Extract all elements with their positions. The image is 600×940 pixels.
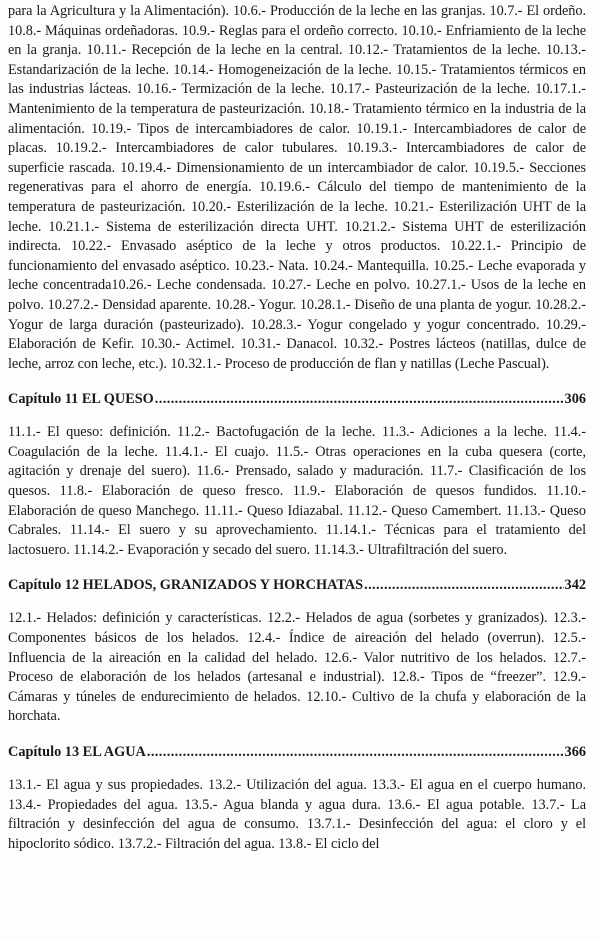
- chapter-11-page-number: 306: [564, 391, 586, 408]
- toc-page: [8, 2, 586, 854]
- chapter-13-title: Capítulo 13 EL AGUA: [8, 744, 146, 760]
- dot-leader: [364, 575, 563, 595]
- dot-leader: [155, 389, 564, 409]
- chapter-12-title: Capítulo 12 HELADOS, GRANIZADOS Y HORCHATAS: [8, 577, 364, 594]
- chapter-11-title: Capítulo 11 EL QUESO: [8, 391, 154, 408]
- dot-leader: [147, 742, 564, 762]
- chapter-13-page-number: 366: [564, 744, 586, 760]
- chapter-13-contents: 13.1.- El agua y sus propiedades. 13.2.- Utilización del agua. 13.3.- El agua en el cuerpo humano. 13.4.- Propiedades del agua. 13.5.- Agua blanda y agua dura. 13.6.- El agua potable. 13.7.- La filtración y desinfección del agua de consumo. 13.7.1.- Desinfección del agua: el cloro y el hipoclorito sódico. 13.7.2.- Filtración del agua. 13.8.- El ciclo del: [8, 777, 586, 852]
- chapter-12-heading: [8, 575, 586, 595]
- chapter-10-continued-text: para la Agricultura y la Alimentación). 10.6.- Producción de la leche en las granjas. 10.7.- El ordeño. 10.8.- Máquinas ordeñadoras. 10.9.- Reglas para el ordeño correcto. 10.10.- Enfriamiento de la leche en la granja. 10.11.- Recepción de la leche en la central. 10.12.- Tratamientos de la leche. 10.13.- Estandarización de la leche. 10.14.- Homogeneización de la leche. 10.15.- Tratamientos térmicos en las industrias lácteas. 10.16.- Termización de la leche. 10.17.- Pasteurización de la leche. 10.17.1.- Mantenimiento de la temperatura de pasteurización. 10.18.- Tratamiento térmico en la industria de la alimentación. 10.19.- Tipos de intercambiadores de calor. 10.19.1.- Intercambiadores de calor de placas. 10.19.2.- Intercambiadores de calor tubulares. 10.19.3.- Intercambiadores de calor de superficie rascada. 10.19.4.- Dimensionamiento de un intercambiador de calor. 10.19.5.- Secciones regenerativas para el ahorro de energía. 10.19.6.- Cálculo del tiempo de mantenimiento de la temperatura de pasteurización. 10.20.- Esterilización de la leche. 10.21.- Esterilización UHT de la leche. 10.21.1.- Sistema de esterilización directa UHT. 10.21.2.- Sistema UHT de esterilización indirecta. 10.22.- Envasado aséptico de la leche y otros productos. 10.22.1.- Principio de funcionamiento del envasado aséptico. 10.23.- Nata. 10.24.- Mantequilla. 10.25.- Leche evaporada y leche concentrada10.26.- Leche condensada. 10.27.- Leche en polvo. 10.27.1.- Usos de la leche en polvo. 10.27.2.- Densidad aparente. 10.28.- Yogur. 10.28.1.- Diseño de una planta de yogur. 10.28.2.- Yogur de larga duración (pasteurizado). 10.28.3.- Yogur congelado y yogur concentrado. 10.29.- Elaboración de Kefir. 10.30.- Actimel. 10.31.- Danacol. 10.32.- Postres lácteos (natillas, dulce de leche, arroz con leche, etc.). 10.32.1.- Proceso de producción de flan y natillas (Leche Pascual).: [8, 3, 586, 372]
- chapter-11-contents: 11.1.- El queso: definición. 11.2.- Bactofugación de la leche. 11.3.- Adiciones a la leche. 11.4.- Coagulación de la leche. 11.4.1.- El cuajo. 11.5.- Otras operaciones en la cuba quesera (corte, agitación y drenaje del suero). 11.6.- Prensado, salado y maduración. 11.7.- Clasificación de los quesos. 11.8.- Elaboración de queso fresco. 11.9.- Elaboración de quesos fundidos. 11.10.- Elaboración de queso Manchego. 11.11.- Queso Idiazabal. 11.12.- Queso Camembert. 11.13.- Queso Cabrales. 11.14.- El suero y su aprovechamiento. 11.14.1.- Técnicas para el tratamiento del lactosuero. 11.14.2.- Evaporación y secado del suero. 11.14.3.- Ultrafiltración del suero.: [8, 424, 586, 558]
- chapter-12-page-number: 342: [564, 577, 586, 594]
- chapter-13-heading: [8, 742, 586, 762]
- chapter-11-heading: [8, 389, 586, 409]
- chapter-12-contents: 12.1.- Helados: definición y características. 12.2.- Helados de agua (sorbetes y granizados). 12.3.- Componentes básicos de los helados. 12.4.- Índice de aireación del helado (overrun). 12.5.- Influencia de la aireación en la calidad del helado. 12.6.- Valor nutritivo de los helados. 12.7.- Proceso de elaboración de los helados (artesanal e industrial). 12.8.- Tipos de “freezer”. 12.9.- Cámaras y túneles de endurecimiento de helados. 12.10.- Cultivo de la chufa y elaboración de la horchata.: [8, 610, 586, 725]
